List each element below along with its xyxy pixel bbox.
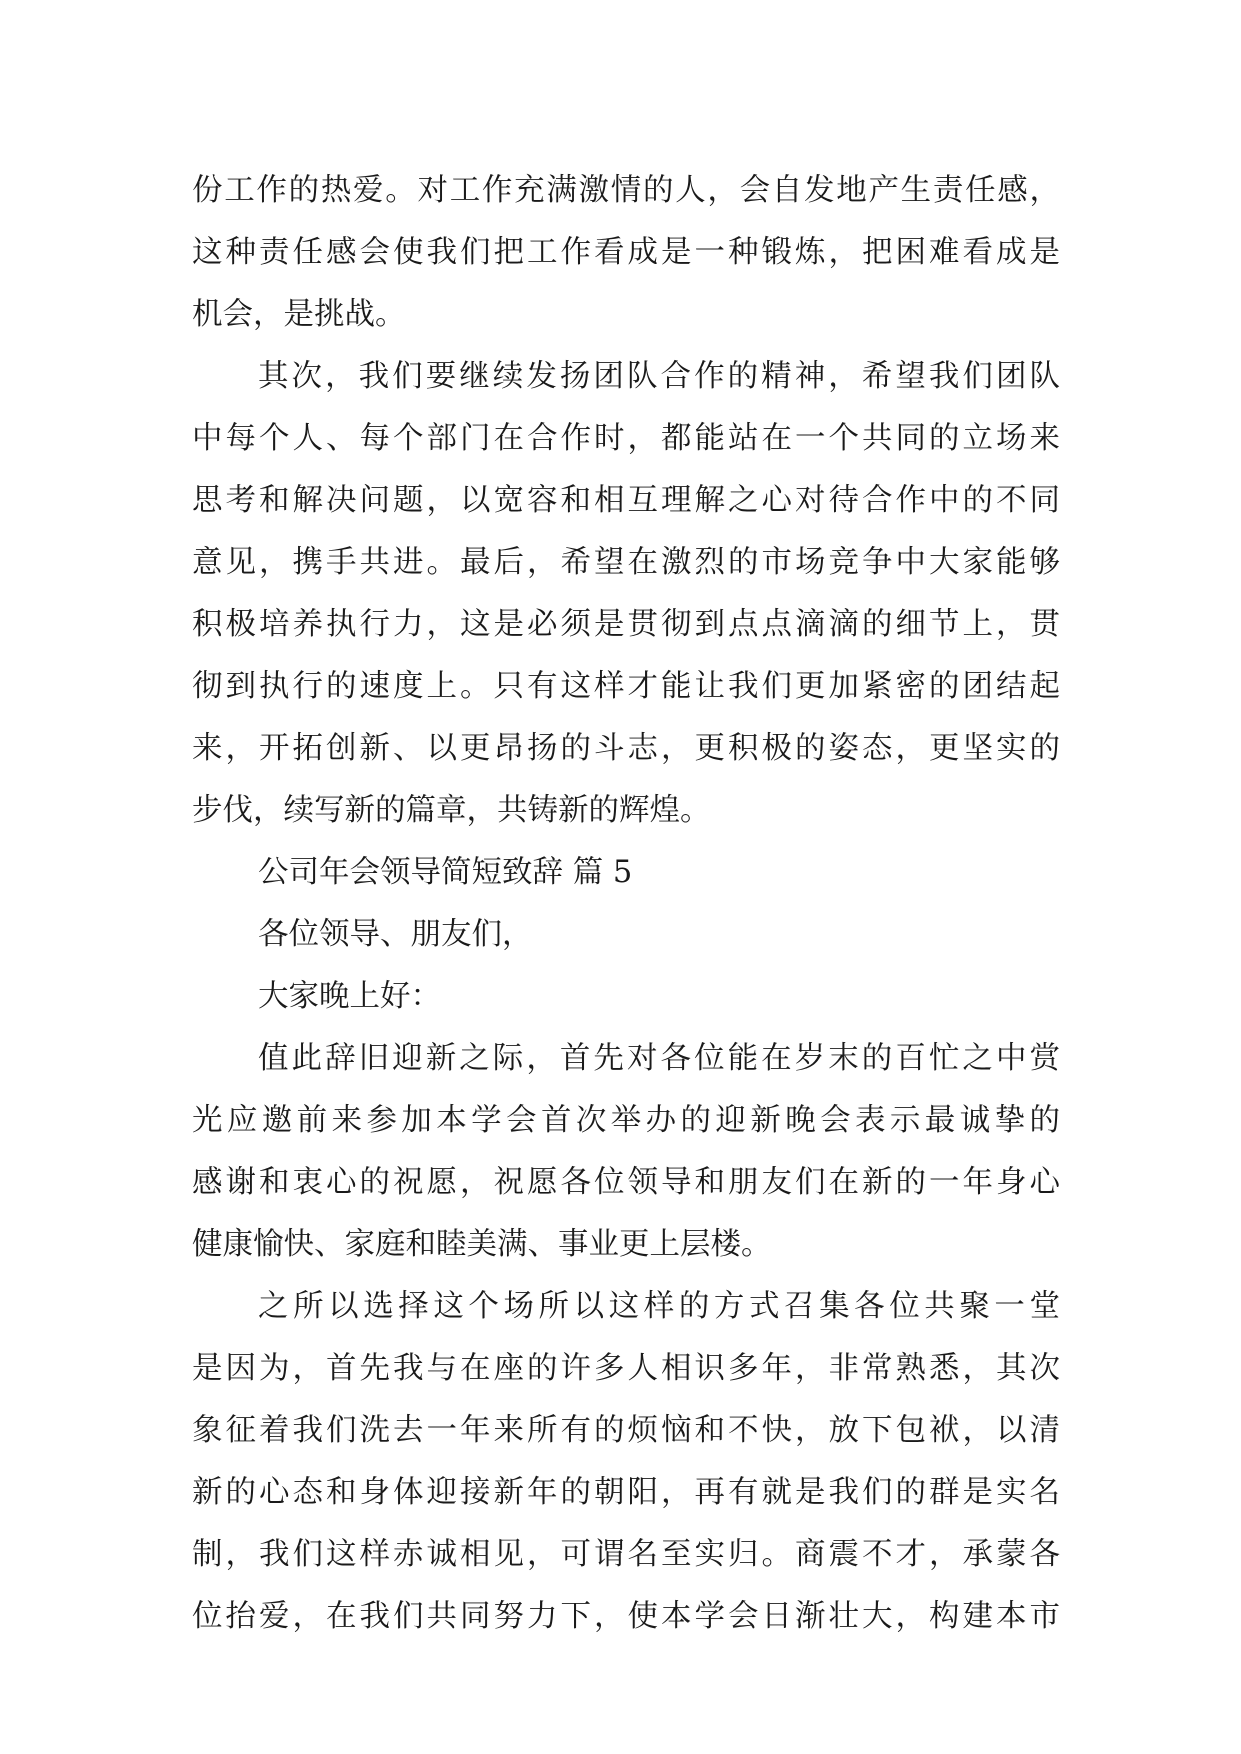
paragraph-start-line: 之所以选择这个场所以这样的方式召集各位共聚一堂: [258, 1289, 1060, 1324]
text-line: 是因为，首先我与在座的许多人相识多年，非常熟悉，其次: [192, 1351, 1060, 1386]
section-heading: 公司年会领导简短致辞 篇 5: [258, 855, 633, 890]
salutation-line: 各位领导、朋友们，: [258, 917, 533, 952]
text-line: 位抬爱，在我们共同努力下，使本学会日渐壮大，构建本市: [192, 1599, 1060, 1634]
text-line: 这种责任感会使我们把工作看成是一种锻炼，把困难看成是: [192, 235, 1060, 270]
text-line: 步伐，续写新的篇章，共铸新的辉煌。: [192, 793, 711, 828]
text-line: 光应邀前来参加本学会首次举办的迎新晚会表示最诚挚的: [192, 1103, 1060, 1138]
text-line: 彻到执行的速度上。只有这样才能让我们更加紧密的团结起: [192, 669, 1060, 704]
text-line: 象征着我们洗去一年来所有的烦恼和不快，放下包袱，以清: [192, 1413, 1060, 1448]
paragraph-start-line: 其次，我们要继续发扬团队合作的精神，希望我们团队: [258, 359, 1060, 394]
greeting-line: 大家晚上好：: [258, 979, 441, 1014]
text-line: 新的心态和身体迎接新年的朝阳，再有就是我们的群是实名: [192, 1475, 1060, 1510]
text-line: 中每个人、每个部门在合作时，都能站在一个共同的立场来: [192, 421, 1060, 456]
text-line: 份工作的热爱。对工作充满激情的人，会自发地产生责任感，: [192, 173, 1060, 208]
text-line: 意见，携手共进。最后，希望在激烈的市场竞争中大家能够: [192, 545, 1060, 580]
document-body: [192, 160, 1060, 1648]
text-line: 制，我们这样赤诚相见，可谓名至实归。商震不才，承蒙各: [192, 1537, 1060, 1572]
text-line: 思考和解决问题，以宽容和相互理解之心对待合作中的不同: [192, 483, 1060, 518]
text-line: 健康愉快、家庭和睦美满、事业更上层楼。: [192, 1227, 772, 1262]
text-line: 机会，是挑战。: [192, 297, 406, 332]
text-line: 感谢和衷心的祝愿，祝愿各位领导和朋友们在新的一年身心: [192, 1165, 1060, 1200]
text-line: 来，开拓创新、以更昂扬的斗志，更积极的姿态，更坚实的: [192, 731, 1060, 766]
text-line: 积极培养执行力，这是必须是贯彻到点点滴滴的细节上，贯: [192, 607, 1060, 642]
paragraph-start-line: 值此辞旧迎新之际，首先对各位能在岁末的百忙之中赏: [258, 1041, 1060, 1076]
